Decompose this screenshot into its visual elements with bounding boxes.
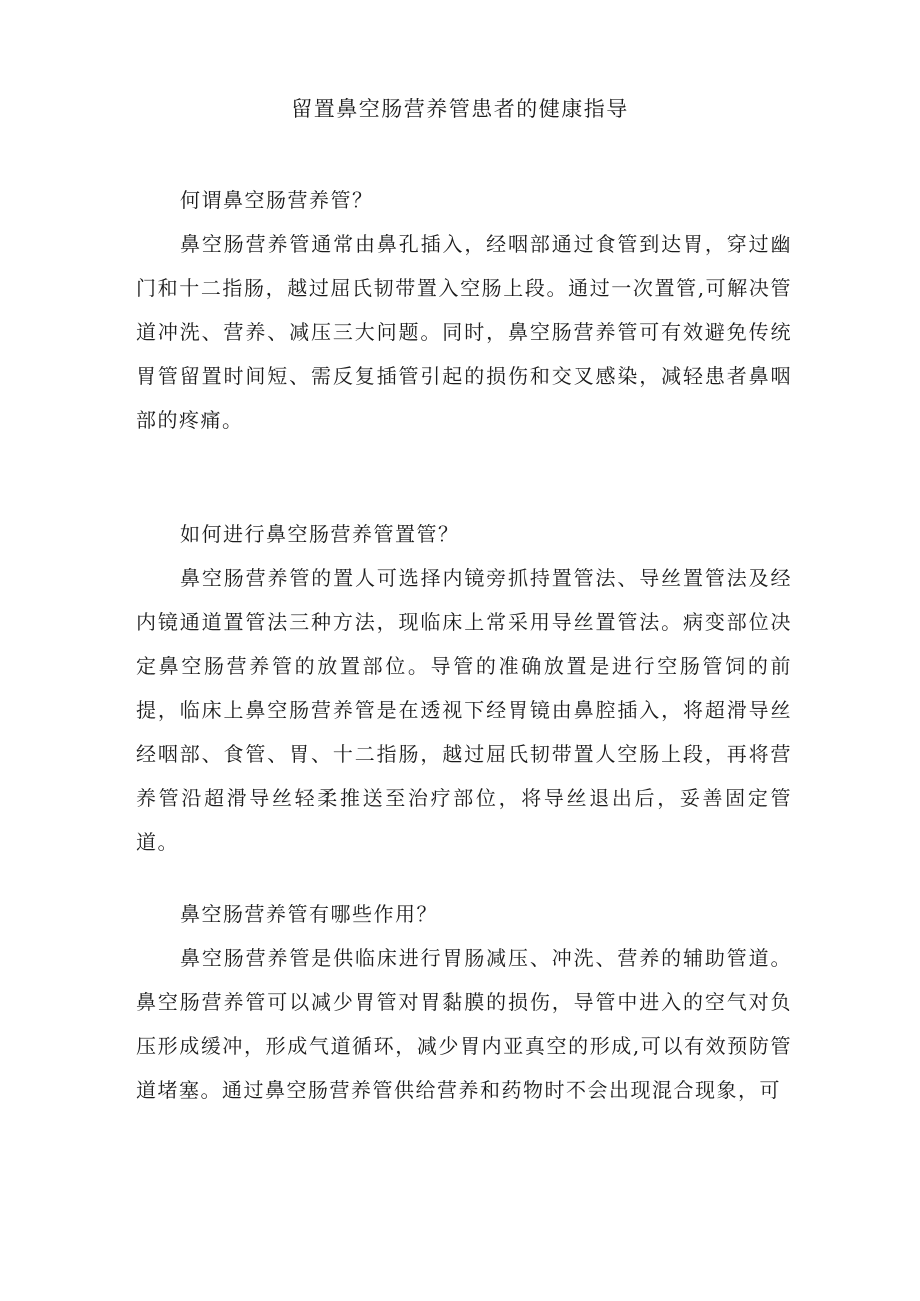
section-heading: 何谓鼻空肠营养管？ <box>180 188 374 212</box>
section-paragraph: 鼻空肠营养管的置人可选择内镜旁抓持置管法、导丝置管法及经内镜通道置管法三种方法，现临床上常采用导丝置管法。病变部位决定鼻空肠营养管的放置部位。导管的准确放置是进行空肠管饲的前提，临床上鼻空肠营养管是在透视下经胃镜由鼻腔插入，将超滑导丝经咽部、食管、胃、十二指肠，越过屈氏韧带置人空肠上段，再将营养管沿超滑导丝轻柔推送至治疗部位，将导丝退出后，妥善固定管道。 <box>136 566 792 854</box>
document-title: 留置鼻空肠营养管患者的健康指导 <box>291 97 629 121</box>
section-heading: 如何进行鼻空肠营养管置管？ <box>180 522 460 546</box>
section-functions <box>136 892 792 1112</box>
section-paragraph: 鼻空肠营养管通常由鼻孔插入，经咽部通过食管到达胃，穿过幽门和十二指肠，越过屈氏韧带置入空肠上段。通过一次置管,可解决管道冲洗、营养、减压三大问题。同时，鼻空肠营养管可有效避免传统胃管留置时间短、需反复插管引起的损伤和交叉感染，减轻患者鼻咽部的疼痛。 <box>136 232 792 432</box>
section-paragraph: 鼻空肠营养管是供临床进行胃肠减压、冲洗、营养的辅助管道。鼻空肠营养管可以减少胃管对胃黏膜的损伤，导管中进入的空气对负压形成缓冲，形成气道循环，减少胃内亚真空的形成,可以有效预防管道堵塞。通过鼻空肠营养管供给营养和药物时不会出现混合现象，可 <box>136 946 792 1102</box>
section-heading: 鼻空肠营养管有哪些作用？ <box>180 902 438 926</box>
section-what-is-tube <box>136 178 792 442</box>
section-how-to-place <box>136 512 792 864</box>
